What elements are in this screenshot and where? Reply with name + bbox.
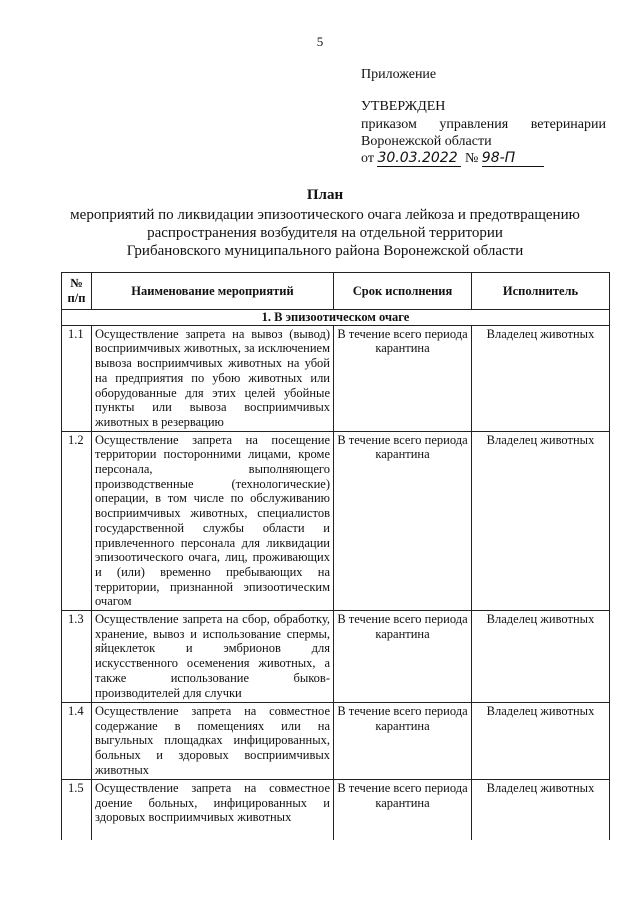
appendix-label: Приложение	[361, 67, 437, 82]
handwritten-number: 98-П	[482, 150, 544, 167]
row-name: Осуществление запрета на совместное доение больных, инфицированных и здоровых восприимчивых животных	[92, 780, 334, 841]
handwritten-date: 30.03.2022	[377, 150, 461, 167]
table-header-row	[62, 273, 610, 310]
order-line-2: Воронежской области	[361, 134, 492, 149]
title-line-3: Грибановского муниципального района Воронежской области	[126, 243, 524, 259]
number-prefix: №	[464, 151, 479, 166]
row-exec: Владелец животных	[472, 780, 610, 841]
section-title: 1. В эпизоотическом очаге	[62, 310, 610, 326]
row-term: В течение всего периода карантина	[334, 611, 472, 703]
approval-block	[361, 66, 606, 167]
row-num: 1.5	[62, 780, 92, 841]
header-name: Наименование мероприятий	[92, 273, 334, 310]
date-prefix: от	[361, 151, 374, 166]
header-num: № п/п	[62, 273, 92, 310]
table-row	[62, 703, 610, 780]
title-heading: План	[306, 187, 344, 203]
row-num: 1.1	[62, 325, 92, 431]
order-date-line	[361, 150, 606, 167]
table-row	[62, 611, 610, 703]
row-num: 1.2	[62, 431, 92, 610]
document-title	[40, 186, 610, 260]
order-line-1: приказом управления ветеринарии	[361, 117, 606, 132]
row-name: Осуществление запрета на посещение территории посторонними лицами, кроме персонала, выполняющего производственные (технологические) операции, в том числе по обслуживанию восприимчивых животных, специалистов государственной службы области и привлеченного персонала для ликвидации эпизоотического очага, лиц, проживающих и (или) временно пребывающих на территории, признанной эпизоотическим очагом	[92, 431, 334, 610]
row-term: В течение всего периода карантина	[334, 780, 472, 841]
page-number: 5	[316, 34, 324, 49]
row-exec: Владелец животных	[472, 431, 610, 610]
row-exec: Владелец животных	[472, 325, 610, 431]
title-line-2: распространения возбудителя на отдельной территории	[147, 225, 503, 241]
row-term: В течение всего периода карантина	[334, 325, 472, 431]
approved-label: УТВЕРЖДЕН	[361, 99, 446, 114]
table-row	[62, 325, 610, 431]
table-row	[62, 431, 610, 610]
table-row	[62, 780, 610, 841]
row-name: Осуществление запрета на совместное содержание в помещениях или на выгульных площадках инфицированных, больных и здоровых восприимчивых животных	[92, 703, 334, 780]
header-exec: Исполнитель	[472, 273, 610, 310]
measures-table	[61, 272, 610, 840]
row-term: В течение всего периода карантина	[334, 703, 472, 780]
row-num: 1.3	[62, 611, 92, 703]
row-exec: Владелец животных	[472, 611, 610, 703]
row-name: Осуществление запрета на вывоз (вывод) восприимчивых животных, за исключением вывоза восприимчивых животных на убой на предприятия по убою животных или оборудованные для этих целей убойные пункты или вывоза восприимчивых животных в резервацию	[92, 325, 334, 431]
row-exec: Владелец животных	[472, 703, 610, 780]
row-term: В течение всего периода карантина	[334, 431, 472, 610]
header-term: Срок исполнения	[334, 273, 472, 310]
row-name: Осуществление запрета на сбор, обработку, хранение, вывоз и использование спермы, яйцеклеток и эмбрионов для искусственного осеменения животных, а также использование быков-производителей для случки	[92, 611, 334, 703]
section-row	[62, 310, 610, 326]
title-line-1: мероприятий по ликвидации эпизоотического очага лейкоза и предотвращению	[70, 207, 580, 223]
row-num: 1.4	[62, 703, 92, 780]
